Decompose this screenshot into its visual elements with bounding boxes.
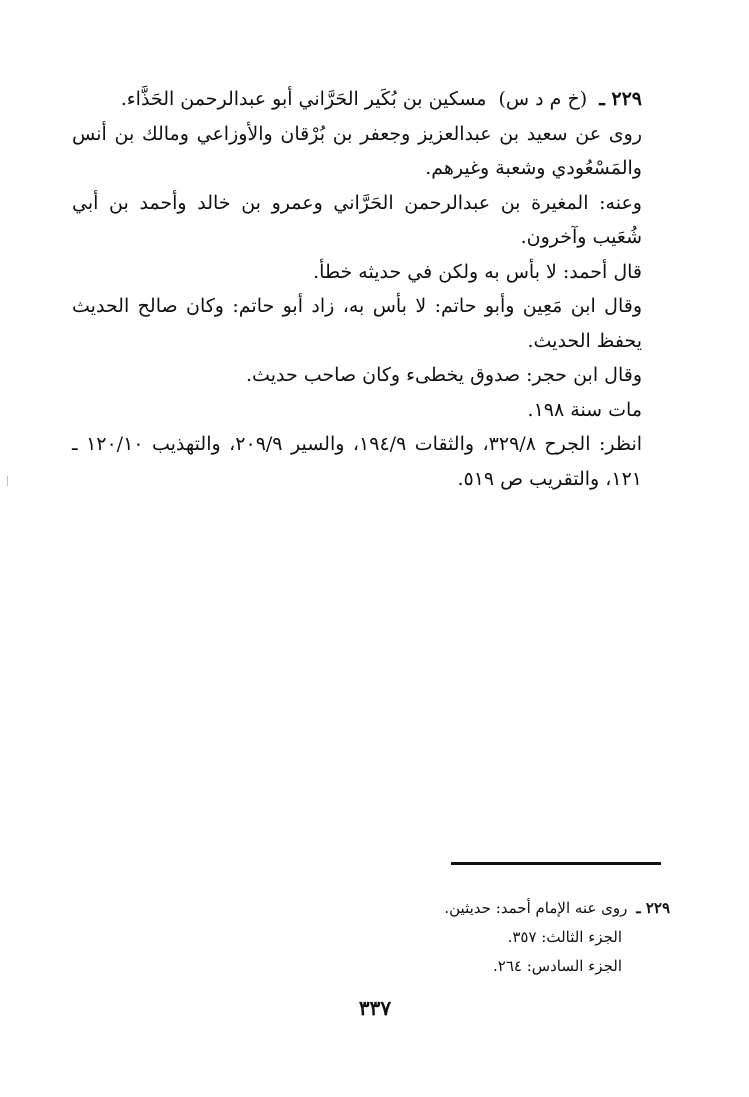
entry-sigla: (خ م د س) bbox=[498, 88, 588, 110]
narrators-paragraph: وعنه: المغيرة بن عبدالرحمن الحَرَّاني وعمرو بن خالد وأحمد بن أبي شُعَيب وآخرون. bbox=[72, 191, 642, 248]
narrated-from-paragraph: روى عن سعيد بن عبدالعزيز وجعفر بن بُرْقان والأوزاعي ومالك بن أنس والمَسْعُودي وشعبة وغيرهم. bbox=[72, 122, 642, 179]
footnote-divider bbox=[451, 862, 661, 865]
footnote-line-3: الجزء السادس: ٢٦٤. bbox=[493, 957, 622, 975]
footnote-line-2: الجزء الثالث: ٣٥٧. bbox=[507, 928, 622, 946]
ibn-main-opinion: وقال ابن مَعِين وأبو حاتم: لا بأس به، زاد أبو حاتم: وكان صالح الحديث يحفظ الحديث. bbox=[72, 295, 642, 352]
ibn-hajar-opinion: وقال ابن حجر: صدوق يخطىء وكان صاحب حديث. bbox=[246, 364, 642, 386]
footnote-text: روى عنه الإمام أحمد: حديثين. bbox=[444, 899, 628, 917]
entry-number: ٢٢٩ ـ bbox=[599, 88, 642, 110]
footnote-line-1 bbox=[300, 894, 670, 923]
death-year: مات سنة ١٩٨. bbox=[527, 398, 642, 421]
footnote-number: ٢٢٩ ـ bbox=[636, 899, 670, 917]
scan-edge-mark bbox=[7, 476, 8, 486]
sources-paragraph: انظر: الجرح ٣٢٩/٨، والثقات ١٩٤/٩، والسير ٢٠٩/٩، والتهذيب ١٢٠/١٠ ـ ١٢١، والتقريب ص ٥١٩. bbox=[72, 433, 643, 490]
footnotes bbox=[300, 894, 670, 981]
ahmad-opinion: قال أحمد: لا بأس به ولكن في حديثه خطأ. bbox=[313, 260, 642, 283]
entry-heading bbox=[72, 82, 670, 117]
page-number: ٣٣٧ bbox=[358, 996, 392, 1020]
entry-body bbox=[72, 82, 670, 496]
entry-name: مسكين بن بُكَير الحَرَّاني أبو عبدالرحمن الحَذَّاء. bbox=[120, 88, 487, 110]
